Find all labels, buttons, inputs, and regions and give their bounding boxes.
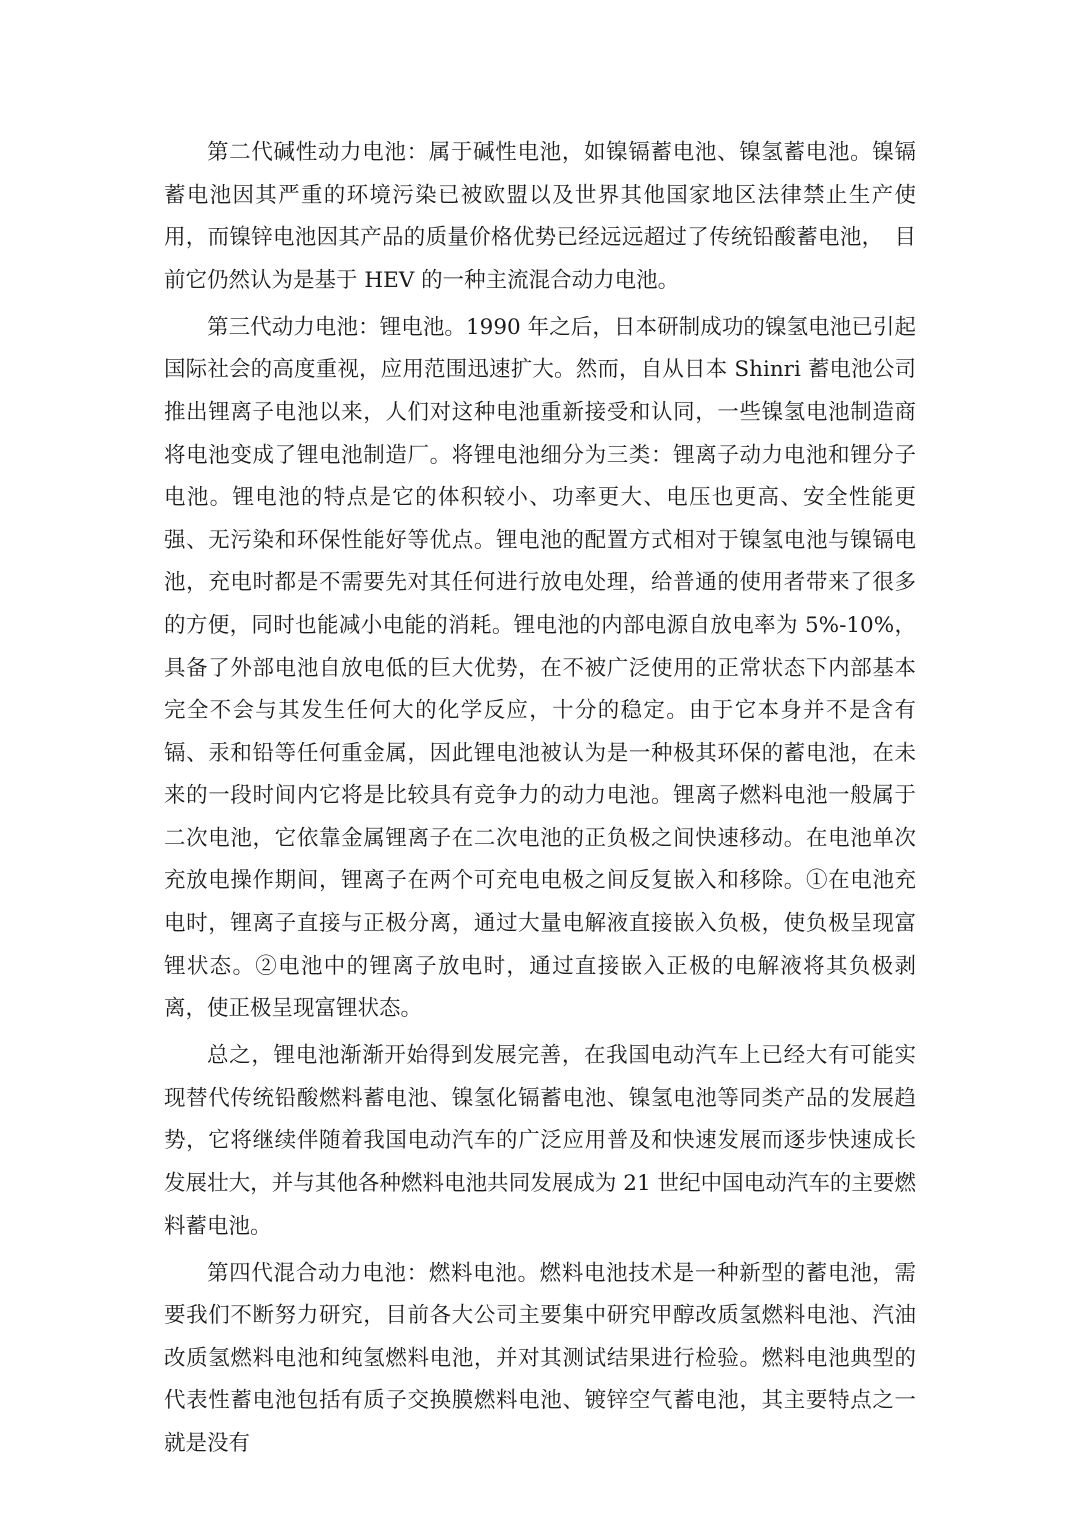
paragraph-second-gen-alkaline-battery: 第二代碱性动力电池：属于碱性电池，如镍镉蓄电池、镍氢蓄电池。镍镉蓄电池因其严重的环境污染已被欧盟以及世界其他国家地区法律禁止生产使用，而镍锌电池因其产品的质量价格优势已经远远超过了传统铅酸蓄电池， 目前它仍然认为是基于 HEV 的一种主流混合动力电池。	[164, 140, 916, 293]
paragraph-summary-lithium-development: 总之，锂电池渐渐开始得到发展完善，在我国电动汽车上已经大有可能实现替代传统铅酸燃料蓄电池、镍氢化镉蓄电池、镍氢电池等同类产品的发展趋势，它将继续伴随着我国电动汽车的广泛应用普及和快速发展而逐步快速成长发展壮大，并与其他各种燃料电池共同发展成为 21 世纪中国电动汽车的主要燃料蓄电池。	[164, 1043, 916, 1239]
paragraph-fourth-gen-fuel-cell: 第四代混合动力电池：燃料电池。燃料电池技术是一种新型的蓄电池，需要我们不断努力研究，目前各大公司主要集中研究甲醇改质氢燃料电池、汽油改质氢燃料电池和纯氢燃料电池，并对其测试结果进行检验。燃料电池典型的代表性蓄电池包括有质子交换膜燃料电池、镀锌空气蓄电池，其主要特点之一就是没有	[164, 1260, 916, 1456]
document-body	[164, 132, 916, 1470]
paragraph-third-gen-lithium-battery: 第三代动力电池：锂电池。1990 年之后，日本研制成功的镍氢电池已引起国际社会的高度重视，应用范围迅速扩大。然而，自从日本 Shinri 蓄电池公司推出锂离子电池以来，人们对这种电池重新接受和认同，一些镍氢电池制造商将电池变成了锂电池制造厂。将锂电池细分为三类：锂离子动力电池和锂分子电池。锂电池的特点是它的体积较小、功率更大、电压也更高、安全性能更强、无污染和环保性能好等优点。锂电池的配置方式相对于镍氢电池与镍镉电池，充电时都是不需要先对其任何进行放电处理，给普通的使用者带来了很多的方便，同时也能减小电能的消耗。锂电池的内部电源自放电率为 5%-10%，具备了外部电池自放电低的巨大优势，在不被广泛使用的正常状态下内部基本完全不会与其发生任何大的化学反应，十分的稳定。由于它本身并不是含有镉、汞和铅等任何重金属，因此锂电池被认为是一种极其环保的蓄电池，在未来的一段时间内它将是比较具有竞争力的动力电池。锂离子燃料电池一般属于二次电池，它依靠金属锂离子在二次电池的正负极之间快速移动。在电池单次充放电操作期间，锂离子在两个可充电电极之间反复嵌入和移除。①在电池充电时，锂离子直接与正极分离，通过大量电解液直接嵌入负极，使负极呈现富锂状态。②电池中的锂离子放电时，通过直接嵌入正极的电解液将其负极剥离，使正极呈现富锂状态。	[164, 314, 916, 1022]
